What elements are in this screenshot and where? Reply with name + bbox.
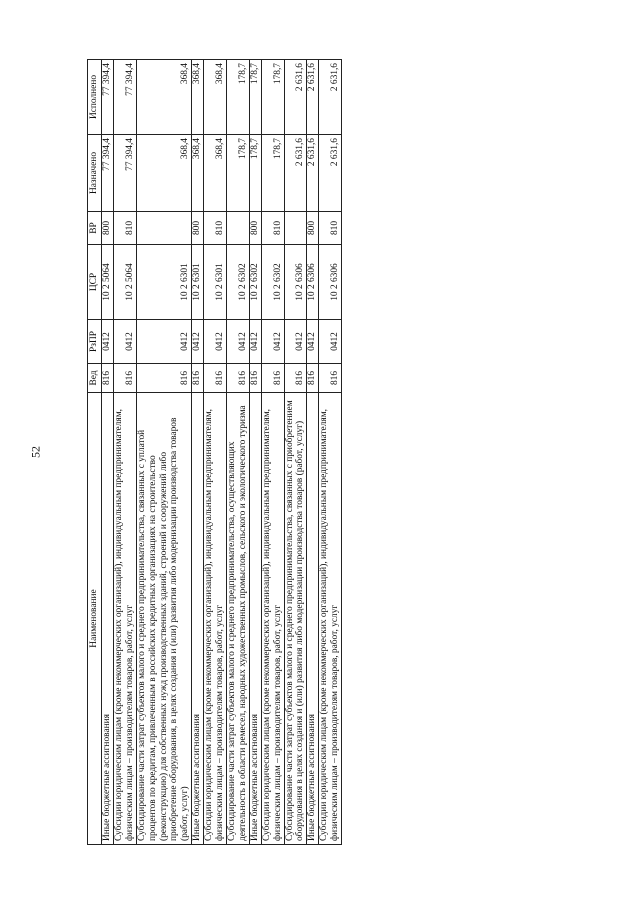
- column-header-ved: Вед: [88, 364, 102, 393]
- row-name-cell: Субсидии юридическим лицам (кроме некоммерческих организаций), индивидуальным предпринимателям, физическим лицам – производителям товаров, работ, услуг: [113, 393, 136, 845]
- row-assigned-cell: 178,7: [261, 135, 284, 212]
- table-row: [307, 60, 319, 845]
- table-row: [192, 60, 204, 845]
- row-assigned-cell: 2 631,6: [284, 135, 307, 212]
- row-assigned-cell: 178,7: [226, 135, 249, 212]
- rotated-table-wrapper: [87, 60, 529, 845]
- column-header-vr: ВР: [88, 212, 102, 245]
- column-header-csr: ЦСР: [88, 245, 102, 320]
- row-assigned-cell: 368,4: [136, 135, 192, 212]
- column-header-rzpr: РзПР: [88, 320, 102, 364]
- row-csr-cell: 10 2 6302: [261, 245, 284, 320]
- row-csr-cell: 10 2 6302: [249, 245, 261, 320]
- table-row: [319, 60, 342, 845]
- row-executed-cell: 77 394,4: [113, 60, 136, 135]
- row-rzpr-cell: 0412: [192, 320, 204, 364]
- table-row: [284, 60, 307, 845]
- row-assigned-cell: 77 394,4: [102, 135, 114, 212]
- row-assigned-cell: 2 631,6: [319, 135, 342, 212]
- table-row: [204, 60, 227, 845]
- row-rzpr-cell: 0412: [319, 320, 342, 364]
- row-ved-cell: 816: [102, 364, 114, 393]
- page-number: 52: [28, 446, 43, 458]
- row-name-cell: Субсидии юридическим лицам (кроме некоммерческих организаций), индивидуальным предпринимателям, физическим лицам – производителям товаров, работ, услуг: [261, 393, 284, 845]
- row-vr-cell: [284, 212, 307, 245]
- row-rzpr-cell: 0412: [284, 320, 307, 364]
- row-rzpr-cell: 0412: [249, 320, 261, 364]
- row-ved-cell: 816: [226, 364, 249, 393]
- row-executed-cell: 2 631,6: [307, 60, 319, 135]
- row-executed-cell: 368,4: [136, 60, 192, 135]
- row-csr-cell: 10 2 5064: [102, 245, 114, 320]
- row-vr-cell: 800: [249, 212, 261, 245]
- row-rzpr-cell: 0412: [113, 320, 136, 364]
- table-header-row: [88, 60, 102, 845]
- row-executed-cell: 368,4: [192, 60, 204, 135]
- row-ved-cell: 816: [284, 364, 307, 393]
- column-header-name: Наименование: [88, 393, 102, 845]
- row-rzpr-cell: 0412: [102, 320, 114, 364]
- row-csr-cell: 10 2 6301: [204, 245, 227, 320]
- row-csr-cell: 10 2 6301: [136, 245, 192, 320]
- row-ved-cell: 816: [261, 364, 284, 393]
- row-rzpr-cell: 0412: [226, 320, 249, 364]
- row-vr-cell: 810: [319, 212, 342, 245]
- column-header-executed: Исполнено: [88, 60, 102, 135]
- row-ved-cell: 816: [307, 364, 319, 393]
- row-executed-cell: 178,7: [261, 60, 284, 135]
- row-executed-cell: 2 631,6: [284, 60, 307, 135]
- row-vr-cell: 800: [102, 212, 114, 245]
- row-executed-cell: 2 631,6: [319, 60, 342, 135]
- row-csr-cell: 10 2 6306: [319, 245, 342, 320]
- row-name-cell: Субсидирование части затрат субъектов малого и среднего предпринимательства, связанных с приобретением оборудования в целях создания и (или) развития либо модернизации производства товаров (работ, услуг): [284, 393, 307, 845]
- row-name-cell: Субсидии юридическим лицам (кроме некоммерческих организаций), индивидуальным предпринимателям, физическим лицам – производителям товаров, работ, услуг: [319, 393, 342, 845]
- row-executed-cell: 178,7: [249, 60, 261, 135]
- row-name-cell: Субсидирование части затрат субъектов малого и среднего предпринимательства, осуществляющих деятельность в области ремесел, народных художественных промыслов, сельского и экологического туризма: [226, 393, 249, 845]
- row-ved-cell: 816: [249, 364, 261, 393]
- row-rzpr-cell: 0412: [136, 320, 192, 364]
- row-executed-cell: 77 394,4: [102, 60, 114, 135]
- row-assigned-cell: 77 394,4: [113, 135, 136, 212]
- row-assigned-cell: 2 631,6: [307, 135, 319, 212]
- table-row: [226, 60, 249, 845]
- row-name-cell: Иные бюджетные ассигнования: [102, 393, 114, 845]
- row-rzpr-cell: 0412: [261, 320, 284, 364]
- row-executed-cell: 368,4: [204, 60, 227, 135]
- row-assigned-cell: 368,4: [204, 135, 227, 212]
- table-row: [102, 60, 114, 845]
- row-csr-cell: 10 2 6306: [284, 245, 307, 320]
- row-vr-cell: 810: [113, 212, 136, 245]
- budget-table: [87, 59, 342, 845]
- column-header-assigned: Назначено: [88, 135, 102, 212]
- row-rzpr-cell: 0412: [307, 320, 319, 364]
- table-row: [113, 60, 136, 845]
- table-row: [261, 60, 284, 845]
- row-vr-cell: 810: [261, 212, 284, 245]
- row-ved-cell: 816: [192, 364, 204, 393]
- row-ved-cell: 816: [319, 364, 342, 393]
- row-csr-cell: 10 2 5064: [113, 245, 136, 320]
- row-assigned-cell: 178,7: [249, 135, 261, 212]
- row-name-cell: Субсидирование части затрат субъектов малого и среднего предпринимательства, связанных с уплатой процентов по кредитам, привлеченным в российских кредитных организациях на строительство (реконструкцию) для собственных нужд производственных зданий, строений и сооружений либо приобретение оборудования, в целях создания и (или) развития либо модернизации производства товаров (работ, услуг): [136, 393, 192, 845]
- row-csr-cell: 10 2 6301: [192, 245, 204, 320]
- row-vr-cell: [226, 212, 249, 245]
- row-name-cell: Субсидии юридическим лицам (кроме некоммерческих организаций), индивидуальным предпринимателям, физическим лицам – производителям товаров, работ, услуг: [204, 393, 227, 845]
- row-vr-cell: 800: [307, 212, 319, 245]
- row-name-cell: Иные бюджетные ассигнования: [192, 393, 204, 845]
- row-assigned-cell: 368,4: [192, 135, 204, 212]
- row-vr-cell: [136, 212, 192, 245]
- row-rzpr-cell: 0412: [204, 320, 227, 364]
- row-ved-cell: 816: [113, 364, 136, 393]
- row-name-cell: Иные бюджетные ассигнования: [307, 393, 319, 845]
- row-executed-cell: 178,7: [226, 60, 249, 135]
- row-ved-cell: 816: [136, 364, 192, 393]
- table-row: [249, 60, 261, 845]
- row-vr-cell: 800: [192, 212, 204, 245]
- row-vr-cell: 810: [204, 212, 227, 245]
- row-name-cell: Иные бюджетные ассигнования: [249, 393, 261, 845]
- table-row: [136, 60, 192, 845]
- row-ved-cell: 816: [204, 364, 227, 393]
- row-csr-cell: 10 2 6302: [226, 245, 249, 320]
- row-csr-cell: 10 2 6306: [307, 245, 319, 320]
